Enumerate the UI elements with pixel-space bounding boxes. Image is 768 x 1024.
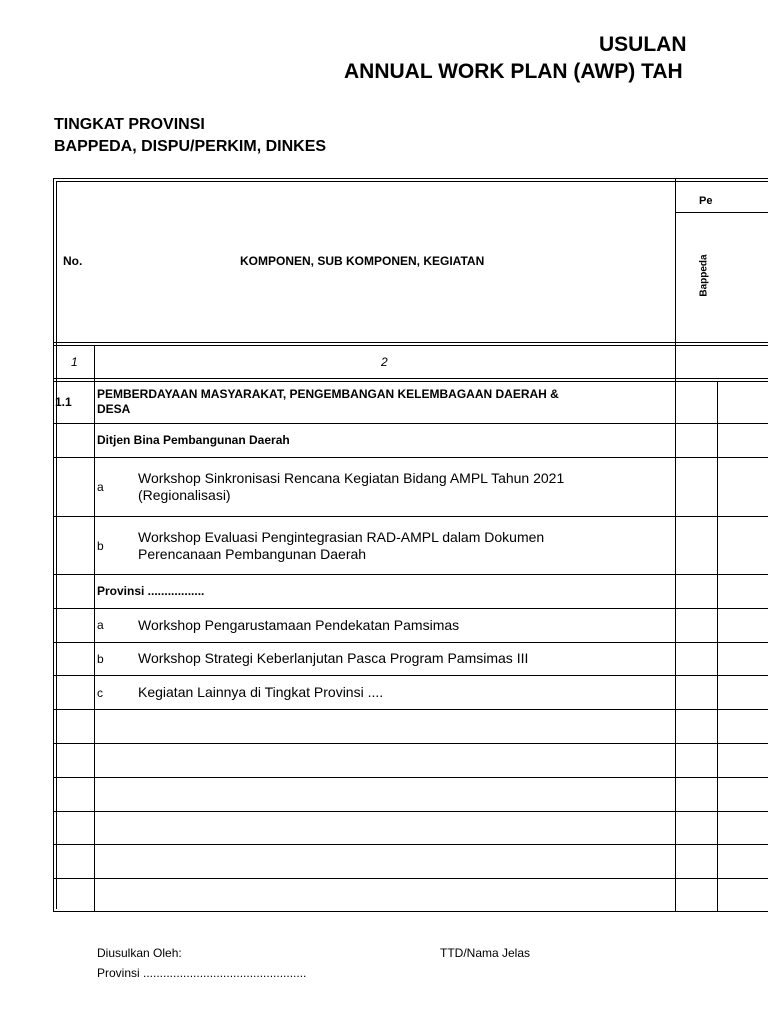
proposed-by-label: Diusulkan Oleh: [97,946,182,960]
component-column-divider [675,179,676,911]
section-title-cont: DESA [97,402,131,416]
row-divider [54,675,768,676]
signature-label: TTD/Nama Jelas [440,946,531,960]
section-title: PEMBERDAYAAN MASYARAKAT, PENGEMBANGAN KELEMBAGAAN DAERAH & [97,387,559,401]
row-divider [54,709,768,710]
row-divider [54,608,768,609]
group-header-divider [676,212,768,213]
item-letter: b [97,539,104,553]
row-divider [54,811,768,812]
no-column-divider [94,346,95,911]
inner-left-border [56,181,57,909]
column-number-1: 1 [71,355,78,369]
activity-text-cont: Perencanaan Pembangunan Daerah [138,546,367,562]
header-top-border [56,181,768,182]
subsection-title: Ditjen Bina Pembangunan Daerah [97,433,290,447]
activity-text: Workshop Strategi Keberlanjutan Pasca Program Pamsimas III [138,650,529,666]
document-title-line1: USULAN [599,33,687,56]
column-number-2: 2 [381,355,388,369]
awp-table [53,178,768,912]
column-group-header: Pe [699,195,713,207]
item-letter: a [97,480,104,494]
activity-text-cont: (Regionalisasi) [138,487,231,503]
row-number: 1.1 [55,395,72,409]
agencies-heading: BAPPEDA, DISPU/PERKIM, DINKES [54,138,327,155]
row-divider [54,642,768,643]
document-title-line2: ANNUAL WORK PLAN (AWP) TAH [344,60,683,83]
item-letter: c [97,686,103,700]
activity-text: Kegiatan Lainnya di Tingkat Provinsi .... [138,684,384,700]
province-label: Provinsi ................................................. [97,966,307,980]
subsection-title: Provinsi ................. [97,584,205,598]
bappeda-column-divider [717,381,718,911]
column-header-bappeda: Bappeda [698,254,710,297]
activity-text: Workshop Evaluasi Pengintegrasian RAD-AMPL dalam Dokumen [138,529,545,545]
level-heading: TINGKAT PROVINSI [54,116,205,133]
row-divider [54,516,768,517]
header-bottom-line-2 [54,345,768,346]
item-letter: a [97,618,104,632]
column-header-no: No. [63,254,83,268]
row-divider [54,743,768,744]
row-divider [54,878,768,879]
activity-text: Workshop Sinkronisasi Rencana Kegiatan Bidang AMPL Tahun 2021 [138,470,565,486]
activity-text: Workshop Pengarustamaan Pendekatan Pamsimas [138,617,460,633]
column-header-component: KOMPONEN, SUB KOMPONEN, KEGIATAN [240,254,485,268]
row-divider [54,457,768,458]
item-letter: b [97,652,104,666]
number-row-line-1 [54,378,768,379]
row-divider [54,423,768,424]
row-divider [54,844,768,845]
row-divider [54,574,768,575]
row-divider [54,777,768,778]
header-bottom-line-1 [54,342,768,343]
number-row-line-2 [54,381,768,382]
